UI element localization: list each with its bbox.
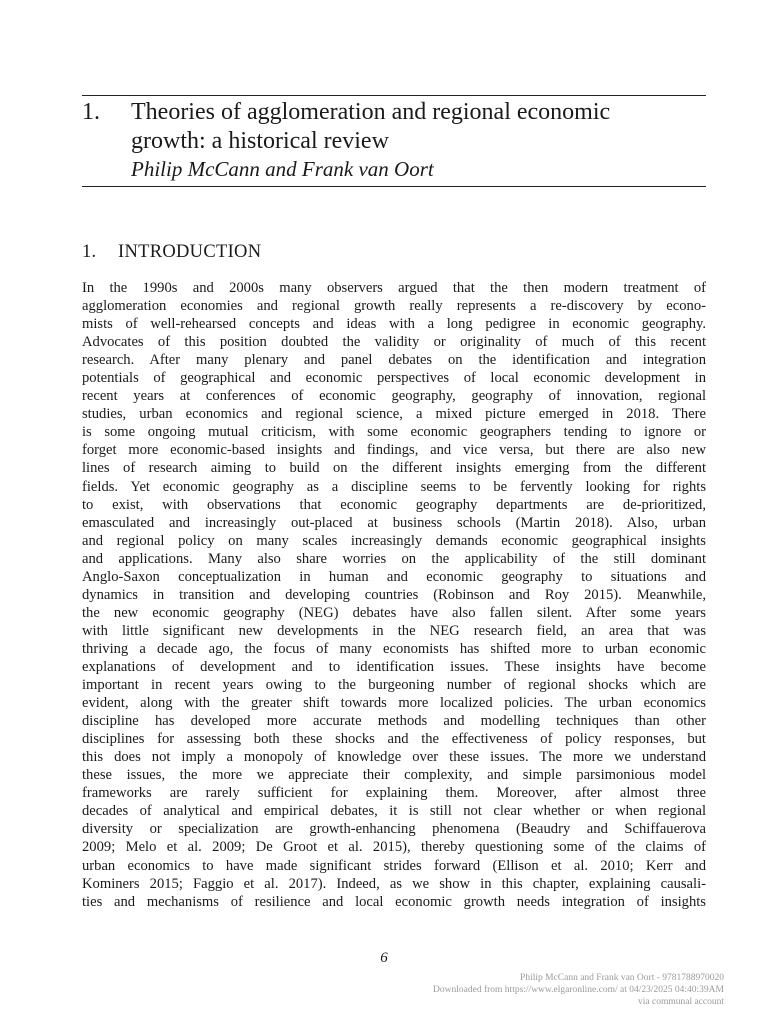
page-number: 6 [380,950,388,966]
title-bottom-rule [82,186,706,187]
watermark-line-3: via communal account [638,997,724,1007]
body-line: mists of well-rehearsed concepts and ideas with a long pedigree in economic geography. [82,316,706,333]
body-line: important in recent years owing to the burgeoning number of regional shocks which are [82,677,706,694]
body-line: In the 1990s and 2000s many observers argued that the then modern treatment of [82,280,706,296]
section-heading [82,241,261,263]
chapter-title-line-1: Theories of agglomeration and regional economic [131,99,611,125]
body-line: lines of research aiming to build on the different insights emerging from the different [82,460,706,477]
body-line: disciplines for assessing both these shocks and the effectiveness of policy responses, but [82,731,706,748]
body-line: Anglo-Saxon conceptualization in human and economic geography to situations and [82,568,706,585]
body-line: 2009; Melo et al. 2009; De Groot et al. 2015), thereby questioning some of the claims of [82,839,706,856]
body-line: with little significant new developments in the NEG research field, an area that was [82,622,706,639]
title-top-rule [82,95,706,96]
body-line: research. After many plenary and panel debates on the identification and integration [82,352,706,369]
body-line: urban economics to have made significant strides forward (Ellison et al. 2010; Kerr and [82,857,706,874]
body-line: emasculated and increasingly out-placed at business schools (Martin 2018). Also, urban [82,514,706,531]
watermark-line-1: Philip McCann and Frank van Oort - 9781788970020 [520,973,724,983]
body-line: fields. Yet economic geography as a discipline seems to be fervently looking for rights [82,478,706,495]
body-line: explanations of development and to identification issues. These insights have become [82,658,706,675]
section-number: 1. [82,242,97,262]
body-line: potentials of geographical and economic perspectives of local economic development in [82,370,706,387]
body-line: these issues, the more we appreciate their complexity, and simple parsimonious model [82,767,706,784]
body-line: recent years at conferences of economic geography, geography of innovation, regional [82,388,706,405]
body-line: dynamics in transition and developing countries (Robinson and Roy 2015). Meanwhile, [82,586,706,603]
chapter-title [131,98,711,156]
body-line: thriving a decade ago, the focus of many economists has shifted more to urban economic [82,640,706,657]
body-line: Advocates of this position doubted the validity or originality of much of this recent [82,334,706,351]
body-line: studies, urban economics and regional science, a mixed picture emerged in 2018. There [82,406,706,423]
body-line: diversity or specialization are growth-enhancing phenomena (Beaudry and Schiffauerova [82,821,706,838]
body-line: discipline has developed more accurate methods and modelling techniques than other [82,713,706,730]
body-line: evident, along with the greater shift towards more localized policies. The urban economics [82,695,706,712]
body-line: ties and mechanisms of resilience and local economic growth needs integration of insights [82,893,706,910]
body-paragraph [82,279,706,911]
body-line: agglomeration economies and regional growth really represents a re-discovery by econo- [82,298,706,315]
chapter-number: 1. [82,99,100,125]
chapter-title-line-2: growth: a historical review [131,128,389,154]
chapter-authors: Philip McCann and Frank van Oort [131,157,434,181]
body-line: forget more economic-based insights and findings, and vice versa, but there are also new [82,442,706,459]
body-line: decades of analytical and empirical debates, it is still not clear whether or when regional [82,803,706,820]
body-line: frameworks are rarely sufficient for explaining them. Moreover, after almost three [82,785,706,802]
body-line: and regional policy on many scales increasingly demands economic geographical insights [82,532,706,549]
body-line: the new economic geography (NEG) debates have also fallen silent. After some years [82,604,706,621]
watermark-line-2: Downloaded from https://www.elgaronline.com/ at 04/23/2025 04:40:39AM [433,985,724,995]
body-line: is some ongoing mutual criticism, with some economic geographers tending to ignore or [82,424,706,441]
body-line: and applications. Many also share worries on the applicability of the still dominant [82,550,706,567]
body-line: Kominers 2015; Faggio et al. 2017). Indeed, as we show in this chapter, explaining causali- [82,875,706,892]
body-line: to exist, with observations that economic geography departments are de-prioritized, [82,496,706,513]
body-line: this does not imply a monopoly of knowledge over these issues. The more we understand [82,749,706,766]
section-title: INTRODUCTION [118,242,262,262]
download-watermark [394,972,724,1008]
